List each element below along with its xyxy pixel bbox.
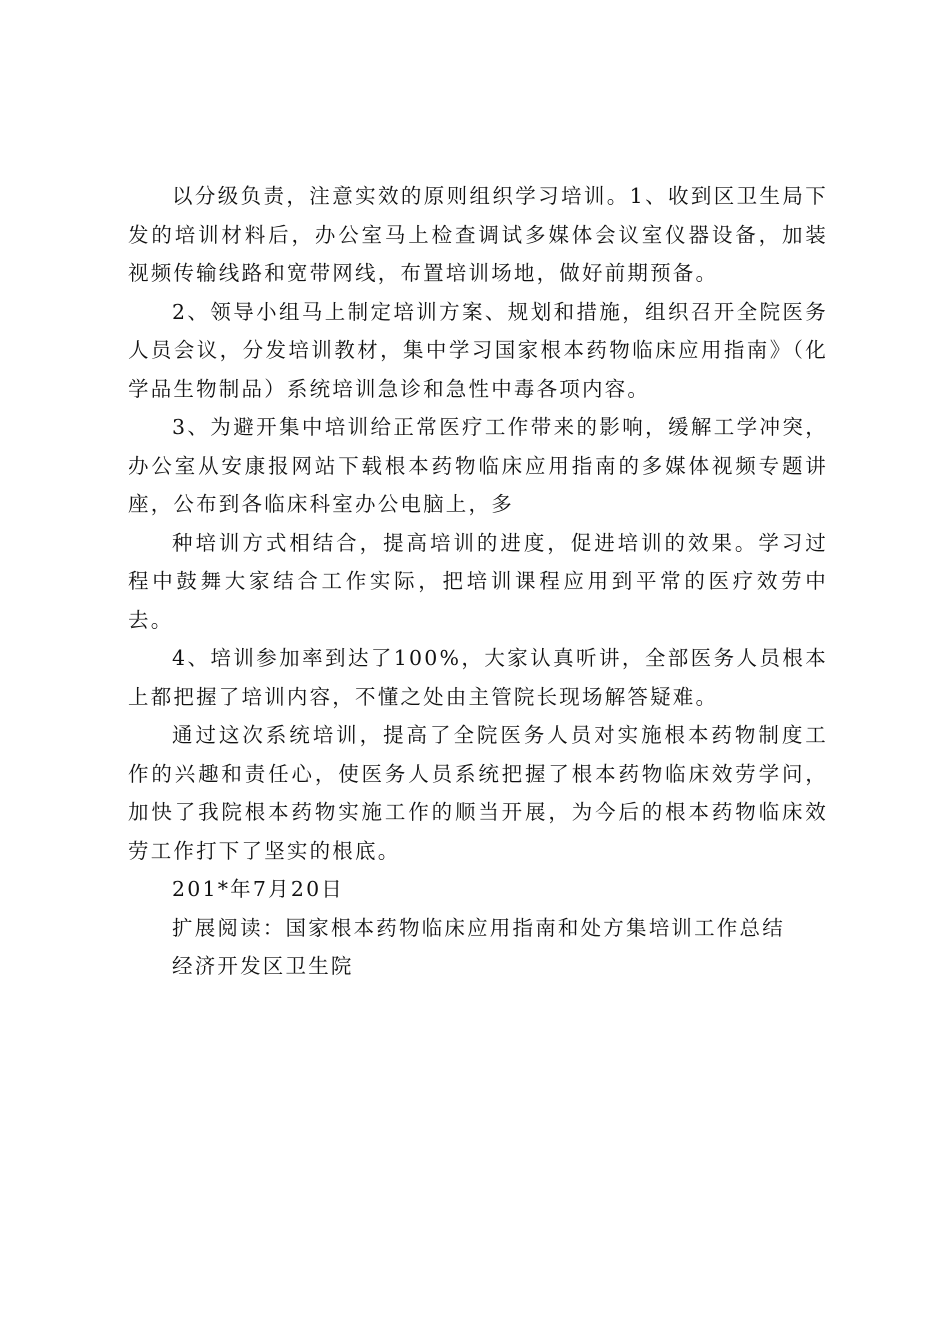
document-body <box>128 177 828 986</box>
paragraph-conclusion: 通过这次系统培训，提高了全院医务人员对实施根本药物制度工作的兴趣和责任心，使医务人员系统把握了根本药物临床效劳学问，加快了我院根本药物实施工作的顺当开展，为今后的根本药物临床效劳工作打下了坚实的根底。 <box>128 723 828 863</box>
paragraph-training-methods: 种培训方式相结合，提高培训的进度，促进培训的效果。学习过程中鼓舞大家结合工作实际，把培训课程应用到平常的医疗效劳中去。 <box>128 530 828 632</box>
paragraph-training-preparation: 以分级负责，注意实效的原则组织学习培训。1、收到区卫生局下发的培训材料后，办公室马上检查调试多媒体会议室仪器设备，加装视频传输线路和宽带网线，布置培训场地，做好前期预备。 <box>128 184 828 285</box>
paragraph-video-lectures: 3、为避开集中培训给正常医疗工作带来的影响，缓解工学冲突，办公室从安康报网站下载根本药物临床应用指南的多媒体视频专题讲座，公布到各临床科室办公电脑上，多 <box>128 415 828 516</box>
paragraph-training-plan: 2、领导小组马上制定培训方案、规划和措施，组织召开全院医务人员会议，分发培训教材，集中学习国家根本药物临床应用指南》（化学品生物制品）系统培训急诊和急性中毒各项内容。 <box>128 299 828 401</box>
extended-reading-title: 扩展阅读：国家根本药物临床应用指南和处方集培训工作总结 <box>172 915 785 940</box>
paragraph-participation-rate: 4、培训参加率到达了100%，大家认真听讲，全部医务人员根本上都把握了培训内容，不懂之处由主管院长现场解答疑难。 <box>128 646 828 709</box>
document-date: 201*年7月20日 <box>172 877 345 901</box>
organization-name: 经济开发区卫生院 <box>172 954 354 978</box>
